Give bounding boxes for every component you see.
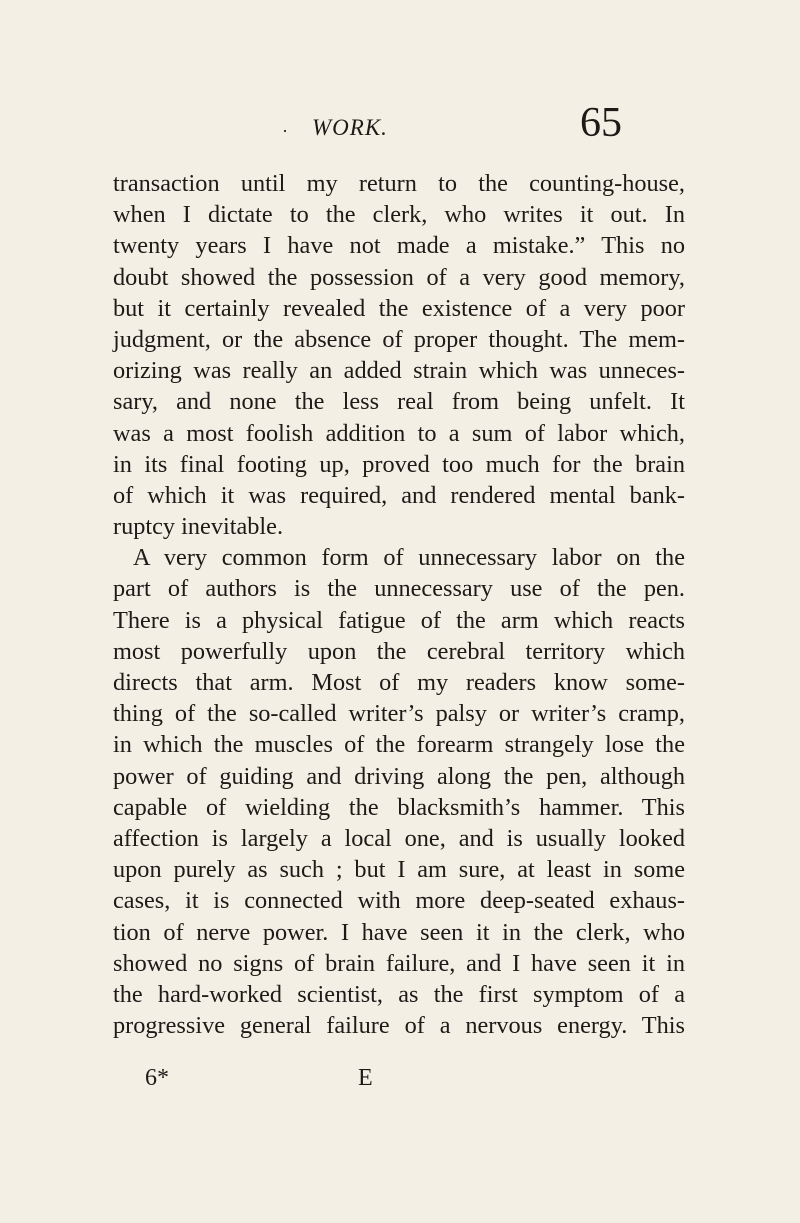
text-line: sary, and none the less real from being unfelt. It bbox=[113, 388, 685, 416]
text-line: twenty years I have not made a mistake.” This no bbox=[113, 232, 685, 260]
running-head: WORK. bbox=[312, 115, 388, 140]
text-line: most powerfully upon the cerebral territory which bbox=[113, 637, 685, 665]
text-line: power of guiding and driving along the pen, although bbox=[113, 762, 685, 790]
header-mark: · bbox=[282, 121, 288, 141]
text-line: progressive general failure of a nervous energy. This bbox=[113, 1012, 685, 1040]
text-line: affection is largely a local one, and is usually looked bbox=[113, 824, 685, 852]
text-line: A very common form of unnecessary labor on the bbox=[133, 544, 685, 572]
text-line: transaction until my return to the counting-house, bbox=[113, 170, 685, 197]
text-line: part of authors is the unnecessary use of the pen. bbox=[113, 575, 685, 603]
page-number: 65 bbox=[580, 100, 622, 146]
text-line: doubt showed the possession of a very good memory, bbox=[113, 263, 685, 291]
text-line: ruptcy inevitable. bbox=[113, 513, 284, 541]
body-text bbox=[113, 168, 685, 1041]
text-line: in which the muscles of the forearm strangely lose the bbox=[113, 731, 685, 759]
text-line: of which it was required, and rendered mental bank- bbox=[113, 481, 685, 509]
text-line: thing of the so-called writer’s palsy or writer’s cramp, bbox=[113, 700, 685, 728]
text-line: judgment, or the absence of proper thought. The mem- bbox=[113, 325, 685, 353]
text-line: tion of nerve power. I have seen it in the clerk, who bbox=[113, 918, 685, 946]
text-line: directs that arm. Most of my readers know some- bbox=[113, 669, 685, 696]
text-line: showed no signs of brain failure, and I have seen it in bbox=[113, 949, 685, 977]
text-line: cases, it is connected with more deep-seated exhaus- bbox=[113, 887, 685, 915]
text-line: but it certainly revealed the existence of a very poor bbox=[113, 294, 685, 322]
signature-mark: 6* bbox=[145, 1065, 169, 1091]
text-line: when I dictate to the clerk, who writes it out. In bbox=[113, 201, 685, 229]
text-line: There is a physical fatigue of the arm which reacts bbox=[113, 606, 685, 634]
text-line: upon purely as such ; but I am sure, at least in some bbox=[113, 856, 685, 884]
text-line: was a most foolish addition to a sum of labor which, bbox=[113, 419, 685, 447]
signature-letter: E bbox=[358, 1065, 373, 1091]
text-line: the hard-worked scientist, as the first symptom of a bbox=[113, 980, 685, 1008]
text-line: in its final footing up, proved too much for the brain bbox=[113, 450, 685, 478]
text-line: capable of wielding the blacksmith’s hammer. This bbox=[113, 793, 685, 821]
text-line: orizing was really an added strain which was unneces- bbox=[113, 357, 685, 385]
